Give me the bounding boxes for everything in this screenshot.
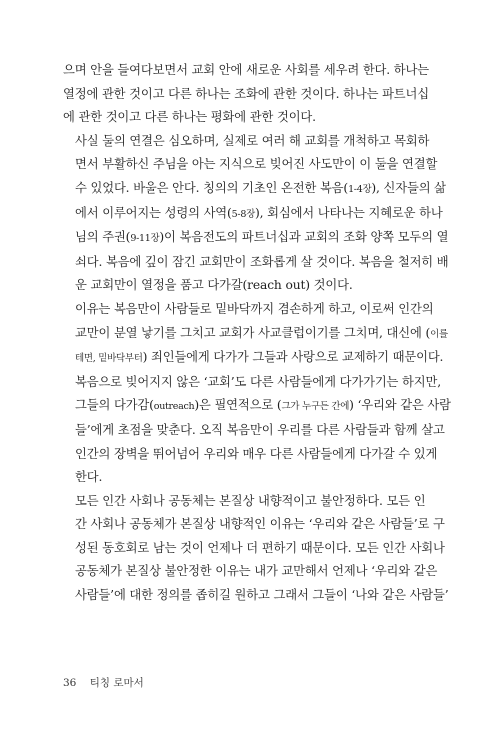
text-run: 모든 인간 사회나 공동체는 본질상 내향적이고 불안정하다. 모든 인 xyxy=(75,493,426,508)
small-annotation: outreach xyxy=(153,401,195,413)
text-run: 사실 둘의 연결은 심오하며, 실제로 여러 해 교회를 개척하고 목회하 xyxy=(75,133,430,148)
paragraph-3 xyxy=(63,298,451,490)
text-run: 교만이 분열 낳기를 그치고 교회가 사교클럽이기를 그치며, 대신에 ( xyxy=(75,325,431,340)
text-line xyxy=(63,513,445,537)
text-run: 한다. xyxy=(75,470,103,485)
text-run: 들’에게 초점을 맞춘다. 오직 복음만이 우리를 다른 사람들과 함께 살고 xyxy=(75,422,445,437)
text-line xyxy=(63,274,437,298)
paragraph-2 xyxy=(63,130,449,298)
text-run: 쇠다. 복음에 깊이 잠긴 교회만이 조화롭게 살 것이다. 복음을 철저히 배 xyxy=(75,254,449,269)
running-title: 티칭 로마서 xyxy=(89,677,144,689)
text-line xyxy=(63,560,437,584)
text-run: 사람들’에 대한 정의를 좁히길 원하고 그래서 그들이 ‘나와 같은 사람들’ xyxy=(75,588,449,603)
text-run: 인간의 장벽을 뛰어넘어 우리와 매우 다른 사람들에게 다가갈 수 있게 xyxy=(75,446,438,461)
text-run: 성된 동호회로 남는 것이 언제나 더 편하기 때문이다. 모든 인간 사회나 xyxy=(75,540,445,555)
page-body xyxy=(63,59,451,608)
text-line xyxy=(63,466,437,490)
text-line xyxy=(63,59,437,83)
text-run: 이유는 복음만이 사람들로 밑바닥까지 겸손하게 하고, 이로써 인간의 xyxy=(75,301,434,316)
text-run: 으며 안을 들여다보면서 교회 안에 새로운 사회를 세우려 한다. 하나는 xyxy=(63,63,429,77)
text-line xyxy=(63,584,449,608)
text-run: ), 신자들의 삶 xyxy=(371,180,446,195)
text-line xyxy=(63,202,443,227)
text-line xyxy=(63,130,437,154)
text-run: ) 죄인들에게 다가가 그들과 사랑으로 교제하기 때문이다. xyxy=(142,350,444,365)
text-run: 면서 부활하신 주님을 아는 지식으로 빚어진 사도만이 이 둘을 연결할 xyxy=(75,157,438,172)
text-line xyxy=(63,443,437,467)
small-annotation: 9-11장 xyxy=(130,233,160,245)
text-run: 님의 주권( xyxy=(75,230,131,245)
text-run: ) ‘우리와 같은 사람 xyxy=(349,398,451,413)
text-line xyxy=(63,177,446,202)
text-line xyxy=(63,226,449,251)
text-run: 에 관한 것이고 다른 하나는 평화에 관한 것이다. xyxy=(63,110,316,125)
text-run: ), 회심에서 나타나는 지혜로운 하나 xyxy=(254,205,443,220)
page-footer xyxy=(63,675,144,690)
text-line xyxy=(63,153,437,177)
paragraph-4 xyxy=(63,490,449,608)
text-line xyxy=(63,83,437,107)
text-line xyxy=(63,394,451,419)
text-run: 공동체가 본질상 불안정한 이유는 내가 교만해서 언제나 ‘우리와 같은 xyxy=(75,564,438,579)
text-line xyxy=(63,251,449,275)
text-run: 에서 이루어지는 성령의 사역( xyxy=(75,205,232,220)
text-line xyxy=(63,537,445,561)
text-line xyxy=(63,106,437,130)
small-annotation: 1-4장 xyxy=(348,183,372,195)
text-run: )은 필연적으로 ( xyxy=(194,398,282,413)
small-annotation: 5-8장 xyxy=(231,208,255,220)
text-run: 그들의 다가감( xyxy=(75,398,154,413)
text-line xyxy=(63,419,445,443)
text-line xyxy=(63,346,444,371)
small-annotation: 그가 누구든 간에 xyxy=(281,401,350,413)
text-line xyxy=(63,371,441,395)
text-line xyxy=(63,298,437,322)
page-number: 36 xyxy=(63,677,77,689)
paragraph-1 xyxy=(63,59,437,130)
small-annotation: 이를 xyxy=(430,328,448,340)
text-run: 열정에 관한 것이고 다른 하나는 조화에 관한 것이다. 하나는 파트너십 xyxy=(63,86,429,101)
small-annotation: 테면, 밑바닥부터 xyxy=(75,353,143,365)
text-run: 간 사회나 공동체가 본질상 내향적인 이유는 ‘우리와 같은 사람들’로 구 xyxy=(75,517,445,532)
text-line xyxy=(63,322,448,347)
text-run: 운 교회만이 열정을 품고 다가갈(reach out) 것이다. xyxy=(75,278,353,293)
text-line xyxy=(63,490,437,514)
text-run: 복음으로 빚어지지 않은 ‘교회’도 다른 사람들에게 다가가기는 하지만, xyxy=(75,374,441,389)
text-run: 수 있었다. 바울은 안다. 칭의의 기초인 온전한 복음( xyxy=(75,180,349,195)
text-run: )이 복음전도의 파트너십과 교회의 조화 양쪽 모두의 열 xyxy=(159,230,449,245)
